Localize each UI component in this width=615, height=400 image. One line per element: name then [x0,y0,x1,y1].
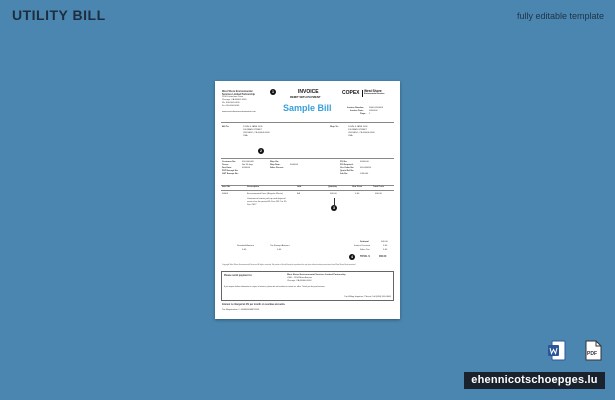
invoice-date-label: Invoice Date: [350,110,364,112]
company-phone: Ph: 000-000-0000 [222,102,240,104]
column-header: Total Price [373,186,385,188]
charge-label: Invoice Discount [354,245,371,247]
line-item-note: service for the period 01-Dec-2017 to 31-Dec-2017 [247,201,287,206]
invoice-date: 00/00/00 [369,110,378,112]
ship-to-line: USA [348,135,353,137]
brand-banner[interactable]: ehennicotschoepges.lu [464,372,605,389]
interest-note: Interest is charged at 2% per month on overdue accounts. [222,304,286,306]
payment-note: If you require further information or copies of invoices, please do not hesitate to contact our office. Thank you for your business. [224,286,326,288]
info-row: Due Date: 00/00/00 Sales Person: Our Order No: 000-000000 [222,167,372,169]
remit-to-line: West Shore Environmental Services Limited Partnership [287,274,346,276]
column-header: Item No [222,186,231,188]
line-item-note: Commercial waste pick-up and disposal [247,198,286,200]
bill-to-line: JOHN & JANE DOE [243,126,263,128]
subtotal-label: Subtotal [360,241,369,243]
line-item-unit: EA [297,193,300,195]
charge-label: Sales Tax [360,249,370,251]
remit-line: REMIT WITH PAYMENT [290,95,321,99]
billing-inquiries: For Billing Inquiries, Please Call (000) 000-0000 [344,296,391,298]
page-number: 1 [369,113,371,115]
bill-to-label: Bill To: [222,126,230,128]
company-logo [342,89,390,97]
divider [221,122,394,123]
pdf-icon[interactable] [584,340,603,361]
bill-to-line: USA [243,135,248,137]
info-row: PST Exempt No: Quote Ref No: [222,170,354,172]
callout-1: 1 [272,90,274,94]
invoice-number: 0000-0000000 [369,107,384,109]
invoice-title: INVOICE [298,89,319,95]
word-icon[interactable] [547,340,566,361]
remit-to-line: Chicago, CA 00000-0000 [287,280,312,282]
payment-box [221,271,394,301]
tax-label: Standard Amount [237,245,254,247]
subtotal-value: 000.00 [381,241,388,243]
line-item-description: Environmental Fees (Regular Waste) [247,193,283,195]
logo-divider [362,90,363,97]
company-address-1: 1100 Lakeshore Drive [222,96,244,98]
ship-to-label: Ship To: [330,126,339,128]
ship-to-line: CHICAGO, CA 00000-0000 [348,132,375,134]
logo-mark: COPEX [342,89,360,96]
callout-leader [334,198,335,205]
charge-value: 0.00 [383,249,388,251]
divider [221,190,394,191]
remit-to-line: #000 - 1234 Main Avenue [287,277,312,279]
line-item-number: 00000 [222,193,229,195]
company-fax: Fx: 000-000-0000 [222,105,240,107]
total-value: 000.00 [379,255,387,258]
pdf-label: PDF [587,351,597,357]
page-subtitle: fully editable template [516,11,604,21]
info-row: GST Exempt No: Job No: JOB-000 [222,173,369,175]
line-item-total: 000.00 [375,193,382,195]
column-header: Unit [297,186,302,188]
invoice-number-label: Invoice Number: [347,107,365,109]
divider [221,158,394,159]
line-item-price: 0.00 [355,193,360,195]
company-address-2: Chicago, CA 60604-1000 [222,99,247,101]
tax-label: Tax Exempt Amount [270,245,290,247]
invoice-sheet [215,81,400,319]
line-item-qty: 000.00 [330,193,337,195]
column-header: Unit Price [352,186,363,188]
page-label: Page: [360,113,366,115]
column-header: Description [247,186,260,188]
ship-to-line: JOHN & JANE DOE [348,126,368,128]
ship-to-line: 100 MAIN STREET [348,129,367,131]
bill-to-line: CHICAGO, CA 00000-0000 [243,132,270,134]
callout-2: 2 [260,149,262,153]
logo-line-2: Environmental Services [364,92,385,95]
company-name-2: Services Limited Partnership [222,93,255,96]
bill-to-line: 100 MAIN STREET [243,129,262,131]
info-row: Terms: Net 30 days Ship Date: 00/00/00 PO Required: [222,164,354,166]
company-name: West Shore Environmental [222,90,253,93]
total-label: TOTAL $ [360,255,370,258]
fine-print: Copyright West Shore Environmental Services. All rights reserved. No portion of this bill may be reproduced in any form without written permission from West Shore Environmental. [222,264,356,266]
tax-value: 0.00 [242,249,247,251]
column-header: Quantity [328,186,337,188]
tax-registration: Tax Registration #: 000000000RT0001 [222,309,260,311]
charge-value: 0.00 [383,245,388,247]
company-website: www.westshoreenvironmental.com [222,111,256,113]
callout-4: 4 [351,255,353,259]
tax-value: 0.00 [277,249,282,251]
sample-bill: Sample Bill [283,103,332,113]
info-row: Customer No: 000-000-000 Ship Via: PO No: 00000-00 [222,161,369,163]
callout-3: 3 [333,206,335,210]
payment-heading: Please remit payment to: [224,274,253,277]
page-title: UTILITY BILL [12,7,106,23]
logo-line-1: West Shore [364,89,382,94]
